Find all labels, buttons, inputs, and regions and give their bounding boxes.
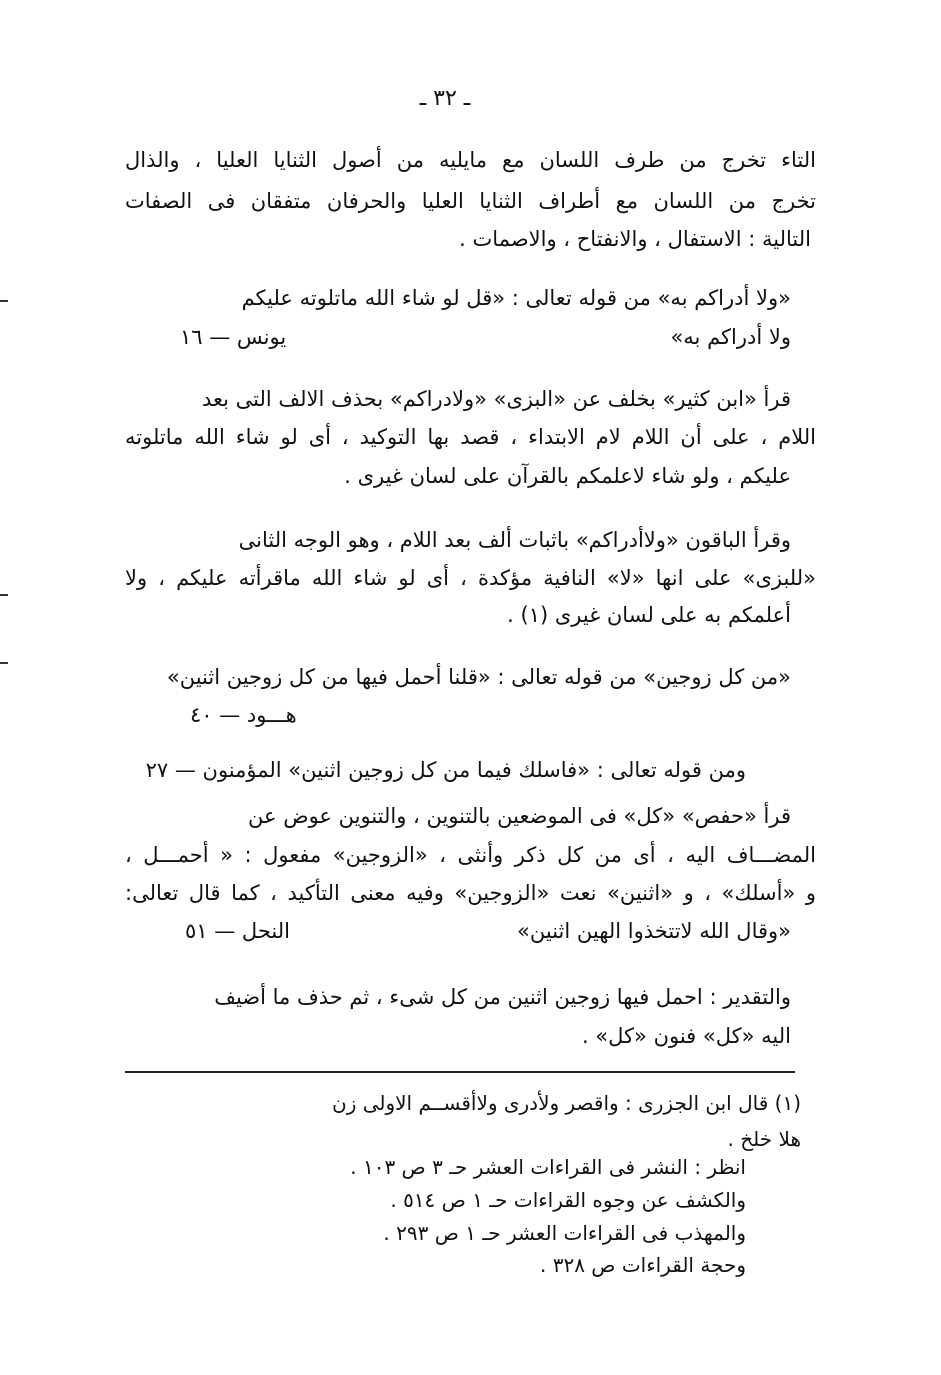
text-line: «ولا أدراكم به» من قوله تعالى : «قل لو شاء الله ماتلوته عليكم [241,286,791,310]
text-line: «من كل زوجين» من قوله تعالى : «قلنا أحمل فيها من كل زوجين اثنين» [166,665,791,689]
footnote-line: والمهذب فى القراءات العشر حـ ١ ص ٢٩٣ . [383,1221,746,1245]
footnote-line: وحجة القراءات ص ٣٢٨ . [539,1253,746,1277]
text-line: و «أسلك» ، و «اثنين» نعت «الزوجين» وفيه معنى التأكيد ، كما قال تعالى: [125,881,816,905]
text-line: اليه «كل» فنون «كل» . [581,1024,791,1048]
footnote-line: انظر : النشر فى القراءات العشر حـ ٣ ص ١٠٣ . [350,1155,746,1179]
text-line: «للبزى» على انها «لا» النافية مؤكدة ، أى لو شاء الله ماقرأته عليكم ، ولا [125,566,816,590]
text-line: أعلمكم به على لسان غيرى (١) . [507,603,791,627]
text-line: عليكم ، ولو شاء لاعلمكم بالقرآن على لسان غيرى . [344,464,791,488]
page-number: ـ ٣٢ ـ [419,86,471,111]
text-line: تخرج من اللسان مع أطراف الثنايا العليا والحرفان متفقان فى الصفات [125,189,816,213]
footnote-line: هلا خلخ . [727,1127,801,1151]
sura-reference: النحل — ٥١ [185,919,290,943]
text-line: ولا أدراكم به» [670,325,791,349]
footnote-line: (١) قال ابن الجزرى : واقصر ولأدرى ولاأقســم الاولى زن [332,1091,801,1115]
text-line: قرأ «ابن كثير» بخلف عن «البزى» «ولادراكم» بحذف الالف التى بعد [201,387,791,411]
sura-reference: هـــود — ٤٠ [190,703,297,727]
text-line: قرأ «حفص» «كل» فى الموضعين بالتنوين ، والتنوين عوض عن [248,804,791,828]
scan-edge-mark [0,300,8,302]
text-line: وقرأ الباقون «ولاأدراكم» باثبات ألف بعد اللام ، وهو الوجه الثانى [238,528,791,552]
scan-edge-mark [0,662,8,664]
text-line: المضـــاف اليه ، أى من كل ذكر وأنثى ، «الزوجين» مفعول : « أحمـــل ، [125,843,816,867]
text-line: التالية : الاستفال ، والانفتاح ، والاصمات . [459,227,811,251]
text-line: والتقدير : احمل فيها زوجين اثنين من كل شىء ، ثم حذف ما أضيف [214,985,791,1009]
sura-reference: يونس — ١٦ [180,325,287,349]
text-line: ومن قوله تعالى : «فاسلك فيما من كل زوجين اثنين» المؤمنون — ٢٧ [145,758,746,782]
text-line: اللام ، على أن اللام لام الابتداء ، قصد بها التوكيد ، أى لو شاء الله ماتلوته [125,425,816,449]
text-line: التاء تخرج من طرف اللسان مع مايليه من أصول الثنايا العليا ، والذال [125,148,816,172]
text-line: «وقال الله لاتتخذوا الهين اثنين» [517,919,791,943]
footnote-line: والكشف عن وجوه القراءات حـ ١ ص ٥١٤ . [390,1188,746,1212]
footnote-separator [125,1071,795,1073]
scan-edge-mark [0,594,8,596]
